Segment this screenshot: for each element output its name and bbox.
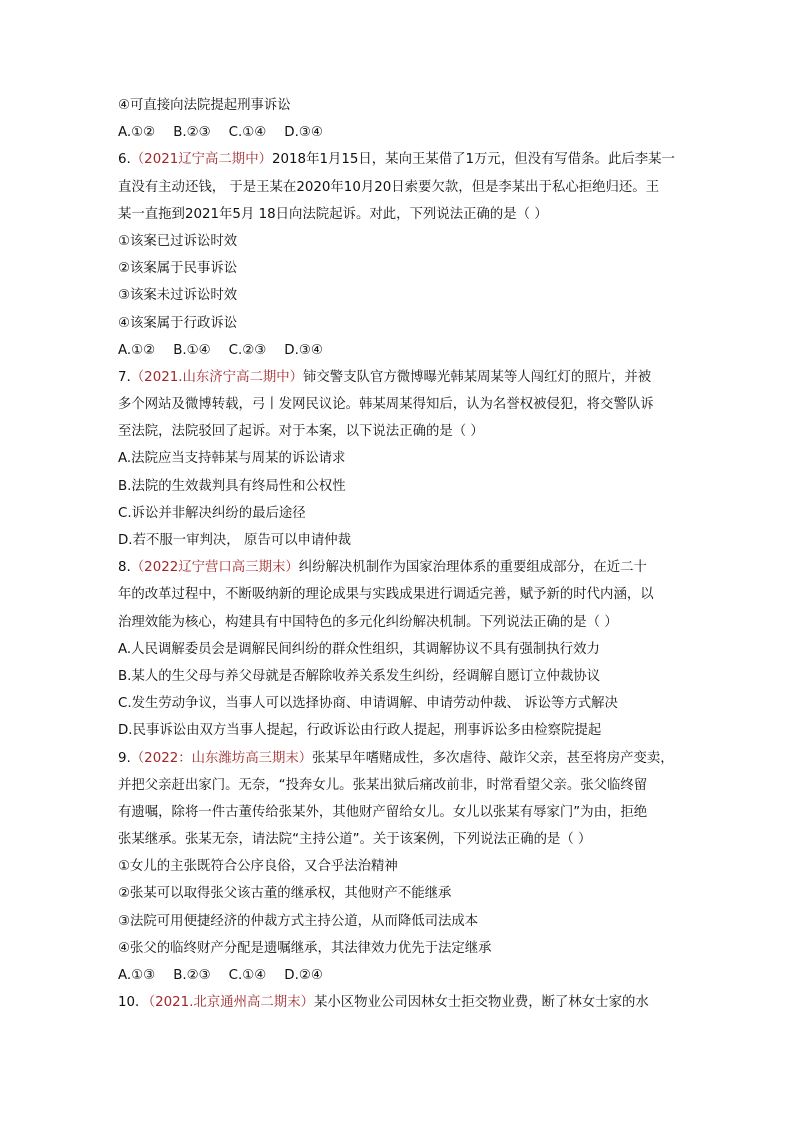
q9-stem-line-4: 张某继承。张某无奈，请法院“主持公道”。关于该案例，下列说法正确的是（ ） xyxy=(118,832,592,848)
q7-stem-line-1 xyxy=(118,364,676,391)
q9-item-2: ②张某可以取得张父该古董的继承权，其他财产不能继承 xyxy=(118,886,452,902)
q10-source-tag: （2021.北京通州高二期末） xyxy=(148,995,314,1011)
q9-stem-text-1: 张某早年嗜赌成性，多次虐待、敲诈父亲，甚至将房产变卖， xyxy=(312,750,674,766)
q9-option-b: B.②③ xyxy=(173,968,211,983)
q7-option-b: B.法院的生效裁判具有终局性和公权性 xyxy=(118,478,346,494)
q5-item-4: ④可直接向法院提起刑事诉讼 xyxy=(118,98,291,113)
q8-option-c: C.发生劳动争议，当事人可以选择协商、申请调解、申请劳动仲裁、 诉讼等方式解决 xyxy=(118,696,618,712)
q8-source-tag: （2022辽宁营口高三期末） xyxy=(130,560,299,576)
q5-option-d: D.③④ xyxy=(284,125,323,141)
q7-option-a: A.法院应当支持韩某与周某的诉讼请求 xyxy=(118,451,346,467)
q10-stem-text-1: 某小区物业公司因林女士拒交物业费，断了林女士家的水 xyxy=(313,995,649,1011)
q9-option-c: C.①④ xyxy=(228,968,267,983)
q9-stem-line-2: 并把父亲赶出家门。无奈，“投奔女儿。张某出狱后痛改前非，时常看望父亲。张父临终留 xyxy=(118,777,648,793)
q6-stem-line-3: 某一直拖到2021年5月 18日向法院起诉。对此，下列说法正确的是（ ） xyxy=(118,206,548,222)
q6-stem-text-1: 2018年1月15日，某向王某借了1万元，但没有写借条。此后李某一 xyxy=(271,152,675,168)
q9-source-tag: （2022：山东潍坊高三期末） xyxy=(130,750,313,766)
q6-item-2: ②该案属于民事诉讼 xyxy=(118,261,238,277)
q6-option-d: D.③④ xyxy=(284,342,323,358)
document-page xyxy=(118,92,676,1016)
q9-options xyxy=(118,962,676,989)
q6-option-b: B.①④ xyxy=(173,342,211,358)
q6-options xyxy=(118,337,676,364)
q6-option-a: A.①② xyxy=(118,342,156,358)
q7-source-tag: （2021.山东济宁高二期中） xyxy=(130,369,304,385)
q6-source-tag: （2021辽宁高二期中） xyxy=(130,152,272,168)
q7-number: 7. xyxy=(118,369,131,385)
q8-stem-text-1: 纠纷解决机制作为国家治理体系的重要组成部分，在近二十 xyxy=(298,560,647,576)
q6-option-c: C.②③ xyxy=(228,342,267,358)
q5-option-c: C.①④ xyxy=(228,125,267,141)
q9-option-a: A.①③ xyxy=(118,968,156,983)
q9-number: 9. xyxy=(118,750,131,766)
q8-option-a: A.人民调解委员会是调解民间纠纷的群众性组织，其调解协议不具有强制执行效力 xyxy=(118,641,600,657)
q6-item-4: ④该案属于行政诉讼 xyxy=(118,315,238,331)
q6-number: 6. xyxy=(118,152,131,168)
q9-item-3: ③法院可用便捷经济的仲裁方式主持公道，从而降低司法成本 xyxy=(118,913,479,929)
q8-option-b: B.某人的生父母与养父母就是否解除收养关系发生纠纷，经调解自愿订立仲裁协议 xyxy=(118,668,601,684)
q10-stem-line-1 xyxy=(118,989,676,1016)
q7-stem-line-3: 至法院，法院驳回了起诉。对于本案，以下说法正确的是（ ） xyxy=(118,424,484,440)
q9-item-4: ④张父的临终财产分配是遗嘱继承，其法律效力优先于法定继承 xyxy=(118,940,492,956)
q6-stem-line-2: 直没有主动还钱， 于是王某在2020年10月20日索要欠款，但是李某出于私心拒绝归还。王 xyxy=(118,179,660,195)
q5-option-b: B.②③ xyxy=(173,125,211,141)
q6-item-3: ③该案未过诉讼时效 xyxy=(118,288,238,304)
q8-stem-line-1 xyxy=(118,554,676,581)
q7-stem-line-2: 多个网站及微博转载，弓丨发网民议论。韩某周某得知后，认为名誉权被侵犯，将交警队诉 xyxy=(118,397,654,413)
q8-option-d: D.民事诉讼由双方当事人提起，行政诉讼由行政人提起，刑事诉讼多由检察院提起 xyxy=(118,723,602,739)
q9-item-1: ①女儿的主张既符合公序良俗，又合乎法治精神 xyxy=(118,859,398,875)
q8-stem-line-3: 治理效能为核心，构建具有中国特色的多元化纠纷解决机制。下列说法正确的是（ ） xyxy=(118,614,618,630)
q6-item-1: ①该案已过诉讼时效 xyxy=(118,233,238,249)
q7-option-d: D.若不服一审判决， 原告可以申请仲裁 xyxy=(118,533,352,548)
q7-option-c: C.诉讼并非解决纠纷的最后途径 xyxy=(118,505,306,521)
q6-stem-line-1 xyxy=(118,146,676,173)
q9-stem-line-1 xyxy=(118,745,676,772)
q9-stem-line-3: 有遗嘱，除将一件古董传给张某外，其他财产留给女儿。女儿以张某有辱家门”为由，拒绝 xyxy=(118,804,648,820)
q5-option-a: A.①② xyxy=(118,125,156,141)
q10-number: 10． xyxy=(118,995,149,1011)
q9-option-d: D.②④ xyxy=(284,968,323,983)
q8-number: 8. xyxy=(118,560,131,576)
q8-stem-line-2: 年的改革过程中，不断吸纳新的理论成果与实践成果进行调适完善，赋予新的时代内涵，以 xyxy=(118,587,654,603)
q7-stem-text-1: 铈交警支队官方微博曝光韩某周某等人闯红灯的照片，并被 xyxy=(303,369,652,385)
q5-options xyxy=(118,119,676,146)
